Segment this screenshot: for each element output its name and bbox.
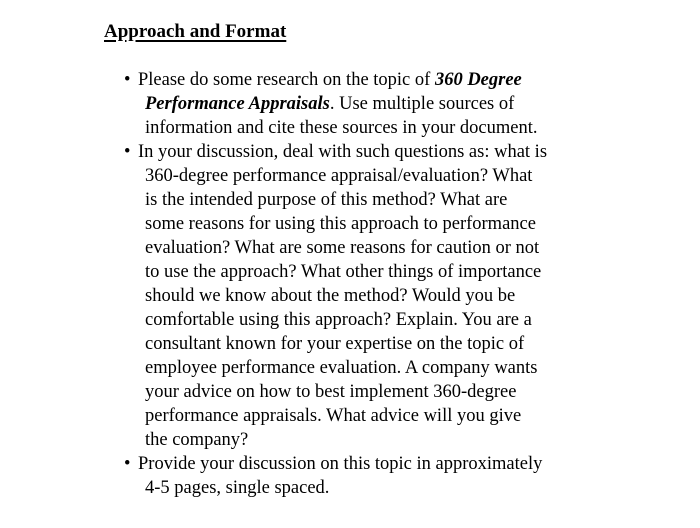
bullet-item [122,68,662,140]
body-text: your advice on how to best implement 360-degree [145,382,517,402]
body-text: . Use multiple sources of [329,94,515,114]
body-text: to use the approach? What other things of importance [145,262,542,282]
body-text: comfortable using this approach? Explain. You are a [145,310,532,330]
bullet-dot-icon: • [124,454,131,474]
body-text: employee performance evaluation. A company wants [145,358,538,378]
body-text: Provide your discussion on this topic in approximately [138,454,543,474]
body-text: information and cite these sources in your document. [145,118,538,138]
bullet-line [145,404,662,428]
bullet-dot-icon: • [124,70,131,90]
bullet-line [145,428,662,452]
body-text: the company? [145,430,249,450]
bullet-item [122,452,662,500]
bullet-line [145,380,662,404]
bullet-line [145,116,662,140]
bullet-list [122,68,662,500]
bullet-line [145,188,662,212]
bullet-line [145,212,662,236]
bullet-line [138,140,662,164]
body-text: 4-5 pages, single spaced. [145,478,330,498]
body-text: Please do some research on the topic of [138,70,435,90]
body-text: evaluation? What are some reasons for caution or not [145,238,540,258]
bullet-item [122,140,662,452]
bullet-line [145,332,662,356]
emphasized-text: Performance Appraisals [145,94,330,114]
bullet-line [145,476,662,500]
body-text: In your discussion, deal with such questions as: what is [138,142,548,162]
emphasized-text: 360 Degree [434,70,522,90]
bullet-line [145,260,662,284]
body-text: performance appraisals. What advice will you give [145,406,522,426]
section-heading: Approach and Format [104,21,287,42]
bullet-line [145,236,662,260]
bullet-line [145,92,662,116]
bullet-dot-icon: • [124,142,131,162]
bullet-line [145,164,662,188]
bullet-line [138,68,662,92]
bullet-line [145,308,662,332]
body-text: should we know about the method? Would you be [145,286,516,306]
body-text: 360-degree performance appraisal/evaluation? What [145,166,533,186]
body-text: consultant known for your expertise on the topic of [145,334,525,354]
body-text: some reasons for using this approach to performance [145,214,536,234]
bullet-line [138,452,662,476]
bullet-line [145,356,662,380]
body-text: is the intended purpose of this method? What are [145,190,508,210]
bullet-line [145,284,662,308]
